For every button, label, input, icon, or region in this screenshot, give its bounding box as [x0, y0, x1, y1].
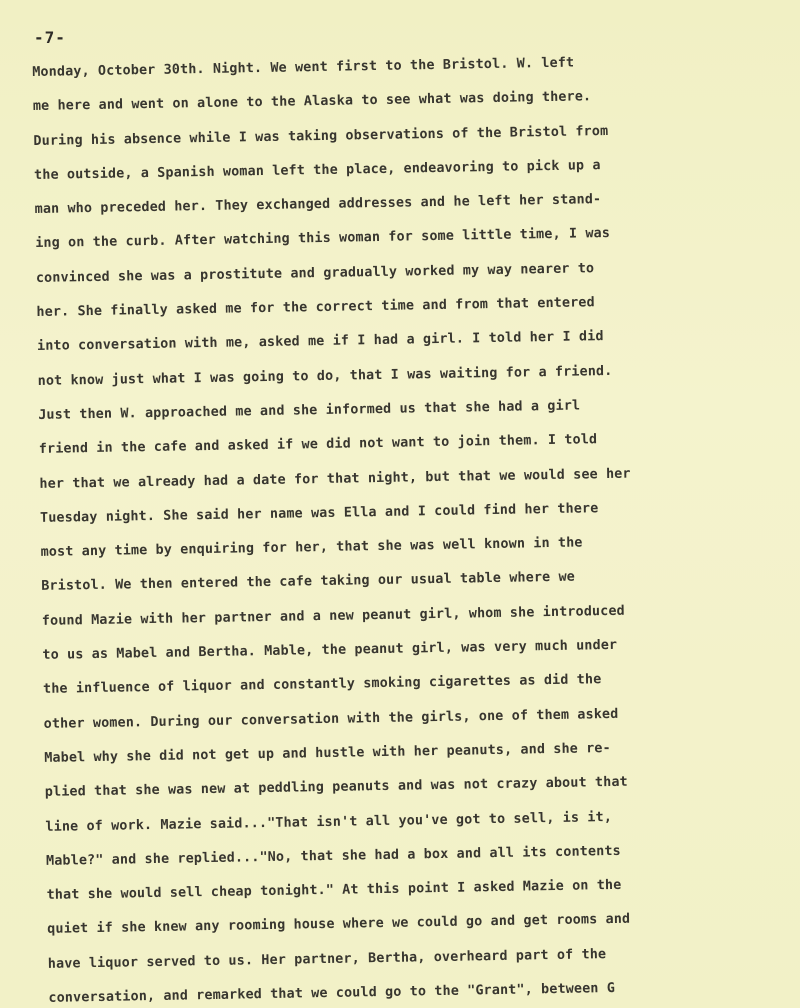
- text-line: convinced she was a prostitute and gradually worked my way nearer to: [35, 261, 595, 286]
- text-line: man who preceded her. They exchanged addresses and he left her stand-: [34, 192, 602, 218]
- text-line: Mabel why she did not get up and hustle with her peanuts, and she re-: [44, 740, 611, 766]
- text-line: the influence of liquor and constantly smoking cigarettes as did the: [42, 672, 602, 698]
- text-line: me here and went on alone to the Alaska to see what was doing there.: [32, 89, 592, 115]
- text-line: conversation, and remarked that we could go to the "Grant", between G: [48, 980, 616, 1006]
- text-line: During his absence while I was taking observations of the Bristol from: [33, 123, 609, 149]
- text-line: Mable?" and she replied..."No, that she had a box and all its contents: [45, 843, 621, 869]
- text-line: line of work. Mazie said..."That isn't all you've got to sell, is it,: [45, 809, 613, 835]
- text-line: into conversation with me, asked me if I had a girl. I told her I did: [36, 329, 604, 355]
- text-line: Bristol. We then entered the cafe taking our usual table where we: [41, 570, 576, 595]
- text-line: not know just what I was going to do, that I was waiting for a friend.: [37, 363, 613, 389]
- text-line: the outside, a Spanish woman left the place, endeavoring to pick up a: [33, 157, 601, 183]
- text-line: most any time by enquiring for her, that she was well known in the: [40, 535, 583, 561]
- text-line: Tuesday night. She said her name was Ella and I could find her there: [39, 501, 599, 526]
- page-number: -7-: [34, 28, 66, 47]
- text-line: have liquor served to us. Her partner, Bertha, overheard part of the: [47, 946, 607, 972]
- text-line: plied that she was new at peddling peanuts and was not crazy about that: [44, 774, 628, 801]
- text-line: ing on the curb. After watching this woman for some little time, I was: [35, 226, 611, 252]
- text-line: other women. During our conversation with the girls, one of them asked: [43, 706, 619, 732]
- text-line: found Mazie with her partner and a new peanut girl, whom she introduced: [41, 603, 625, 629]
- text-line: to us as Mabel and Bertha. Mable, the peanut girl, was very much under: [42, 637, 618, 663]
- typewritten-report-body: [32, 43, 800, 1008]
- text-line: her that we already had a date for that night, but that we would see her: [39, 466, 631, 492]
- text-line: quiet if she knew any rooming house where we could go and get rooms and: [47, 912, 631, 938]
- text-line: her. She finally asked me for the correct time and from that entered: [36, 295, 595, 321]
- text-line: that she would sell cheap tonight." At this point I asked Mazie on the: [46, 877, 622, 903]
- text-line: friend in the cafe and asked if we did not want to join them. I told: [38, 432, 598, 458]
- text-line: Just then W. approached me and she informed us that she had a girl: [38, 398, 581, 423]
- text-line: Monday, October 30th. Night. We went first to the Bristol. W. left: [32, 55, 575, 80]
